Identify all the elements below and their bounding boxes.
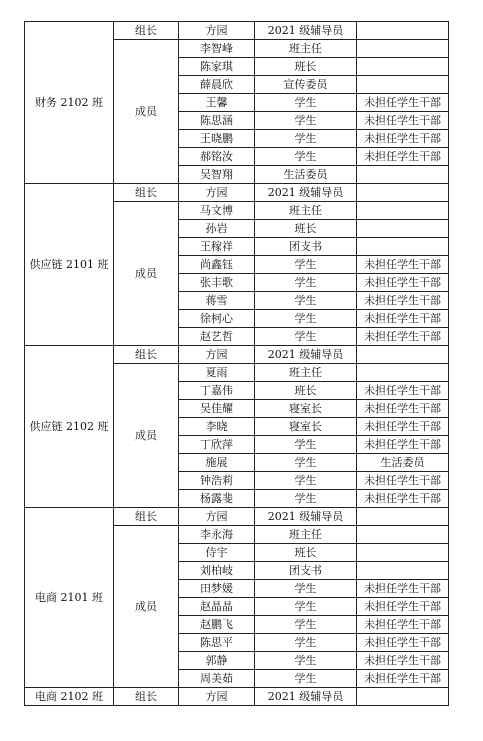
member-note [357,40,449,58]
member-name: 李智峰 [179,40,255,58]
member-role: 学生 [255,130,357,148]
member-note [357,166,449,184]
member-note [357,58,449,76]
leader-note [357,346,449,364]
member-role: 班长 [255,58,357,76]
member-note: 未担任学生干部 [357,94,449,112]
member-role: 学生 [255,670,357,688]
member-name: 夏雨 [179,364,255,382]
member-name: 蒋雪 [179,292,255,310]
member-role: 学生 [255,490,357,508]
member-name: 赵晶晶 [179,598,255,616]
member-name: 吴智翔 [179,166,255,184]
member-note: 未担任学生干部 [357,292,449,310]
class-name: 供应链 2102 班 [25,346,114,508]
member-name: 吴佳耀 [179,400,255,418]
members-label: 成员 [114,526,179,688]
leader-name: 方园 [179,22,255,40]
member-name: 陈思涵 [179,112,255,130]
member-name: 郭静 [179,652,255,670]
member-name: 刘柏岐 [179,562,255,580]
member-note: 未担任学生干部 [357,274,449,292]
leader-row [25,184,449,202]
member-name: 杨露斐 [179,490,255,508]
member-note: 未担任学生干部 [357,634,449,652]
class-name: 供应链 2101 班 [25,184,114,346]
group-leader-label: 组长 [114,688,179,706]
member-note: 未担任学生干部 [357,130,449,148]
member-role: 班长 [255,382,357,400]
member-note [357,526,449,544]
member-role: 学生 [255,112,357,130]
leader-role: 2021 级辅导员 [255,22,357,40]
member-note: 未担任学生干部 [357,256,449,274]
leader-name: 方园 [179,508,255,526]
member-note: 未担任学生干部 [357,580,449,598]
member-name: 田梦媛 [179,580,255,598]
member-name: 侍宇 [179,544,255,562]
member-name: 孙岩 [179,220,255,238]
member-role: 学生 [255,616,357,634]
member-role: 寝室长 [255,418,357,436]
member-name: 郝铭汝 [179,148,255,166]
members-label: 成员 [114,202,179,346]
leader-row [25,346,449,364]
member-note: 未担任学生干部 [357,400,449,418]
member-note [357,202,449,220]
member-role: 宣传委员 [255,76,357,94]
member-role: 班主任 [255,40,357,58]
member-name: 马文博 [179,202,255,220]
class-name: 电商 2101 班 [25,508,114,688]
member-name: 李晓 [179,418,255,436]
member-name: 王晓鹏 [179,130,255,148]
member-role: 班长 [255,220,357,238]
member-note [357,220,449,238]
member-note: 未担任学生干部 [357,310,449,328]
leader-note [357,508,449,526]
member-role: 学生 [255,292,357,310]
member-role: 班主任 [255,526,357,544]
roster-body [25,22,449,706]
member-role: 学生 [255,454,357,472]
leader-row [25,688,449,706]
member-note: 未担任学生干部 [357,148,449,166]
member-note: 未担任学生干部 [357,490,449,508]
member-note: 未担任学生干部 [357,382,449,400]
member-note [357,238,449,256]
group-leader-label: 组长 [114,184,179,202]
member-name: 陈思平 [179,634,255,652]
member-name: 徐柯心 [179,310,255,328]
member-name: 李永海 [179,526,255,544]
member-name: 张丰歌 [179,274,255,292]
member-name: 王稼祥 [179,238,255,256]
leader-role: 2021 级辅导员 [255,688,357,706]
leader-row [25,508,449,526]
member-role: 班主任 [255,364,357,382]
member-note [357,544,449,562]
member-role: 学生 [255,328,357,346]
member-name: 薛晨欣 [179,76,255,94]
member-note: 生活委员 [357,454,449,472]
class-roster-table [24,21,449,706]
leader-name: 方园 [179,346,255,364]
member-role: 团支书 [255,238,357,256]
member-note: 未担任学生干部 [357,598,449,616]
member-role: 学生 [255,274,357,292]
leader-name: 方园 [179,184,255,202]
leader-role: 2021 级辅导员 [255,346,357,364]
member-role: 学生 [255,634,357,652]
members-label: 成员 [114,40,179,184]
member-note: 未担任学生干部 [357,112,449,130]
member-name: 陈家琪 [179,58,255,76]
member-role: 班主任 [255,202,357,220]
member-role: 生活委员 [255,166,357,184]
member-note: 未担任学生干部 [357,670,449,688]
group-leader-label: 组长 [114,346,179,364]
class-name: 电商 2102 班 [25,688,114,706]
member-role: 团支书 [255,562,357,580]
group-leader-label: 组长 [114,508,179,526]
member-note: 未担任学生干部 [357,328,449,346]
leader-role: 2021 级辅导员 [255,508,357,526]
member-name: 王馨 [179,94,255,112]
member-role: 学生 [255,148,357,166]
member-note: 未担任学生干部 [357,436,449,454]
member-role: 学生 [255,598,357,616]
member-note: 未担任学生干部 [357,418,449,436]
member-name: 丁欣萍 [179,436,255,454]
members-label: 成员 [114,364,179,508]
member-name: 钟浩莉 [179,472,255,490]
member-name: 丁嘉伟 [179,382,255,400]
leader-note [357,184,449,202]
member-name: 施展 [179,454,255,472]
member-note: 未担任学生干部 [357,472,449,490]
member-role: 学生 [255,472,357,490]
leader-name: 方园 [179,688,255,706]
member-role: 学生 [255,256,357,274]
class-name: 财务 2102 班 [25,22,114,184]
member-role: 学生 [255,436,357,454]
member-note [357,76,449,94]
member-role: 学生 [255,652,357,670]
member-role: 学生 [255,310,357,328]
leader-role: 2021 级辅导员 [255,184,357,202]
member-role: 学生 [255,94,357,112]
member-note: 未担任学生干部 [357,652,449,670]
member-name: 赵鹏飞 [179,616,255,634]
leader-row [25,22,449,40]
member-note [357,364,449,382]
member-name: 赵艺哲 [179,328,255,346]
member-note [357,562,449,580]
member-name: 周美茹 [179,670,255,688]
leader-note [357,688,449,706]
member-role: 寝室长 [255,400,357,418]
member-role: 学生 [255,580,357,598]
leader-note [357,22,449,40]
group-leader-label: 组长 [114,22,179,40]
member-note: 未担任学生干部 [357,616,449,634]
member-role: 班长 [255,544,357,562]
member-name: 尚鑫钰 [179,256,255,274]
